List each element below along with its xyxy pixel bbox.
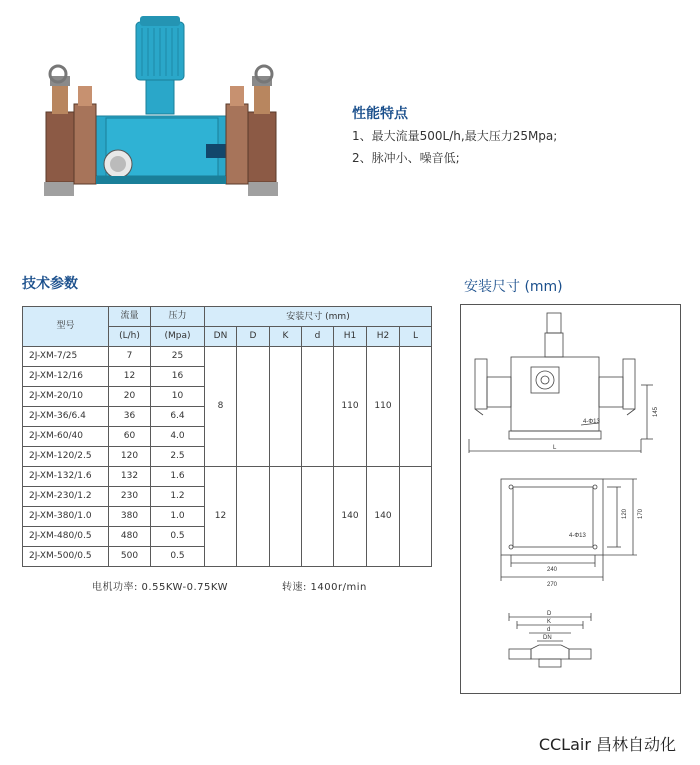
dim-label-240: 240 xyxy=(547,567,558,573)
header-h2: H2 xyxy=(367,327,400,347)
cell-pressure: 0.5 xyxy=(151,527,205,547)
cell-pressure: 1.0 xyxy=(151,507,205,527)
pump-image xyxy=(36,14,296,214)
cell-flow: 36 xyxy=(109,407,151,427)
cell-model: 2J-XM-132/1.6 xyxy=(23,467,109,487)
cell-d-small-group2 xyxy=(302,467,334,567)
cell-model: 2J-XM-380/1.0 xyxy=(23,507,109,527)
cell-flow: 120 xyxy=(109,447,151,467)
cell-pressure: 6.4 xyxy=(151,407,205,427)
cell-flow: 480 xyxy=(109,527,151,547)
cell-model: 2J-XM-20/10 xyxy=(23,387,109,407)
hole-label-2: 4-Φ13 xyxy=(569,533,586,539)
cell-flow: 60 xyxy=(109,427,151,447)
header-model: 型号 xyxy=(23,307,109,347)
cell-pressure: 4.0 xyxy=(151,427,205,447)
cell-h1-group2: 140 xyxy=(334,467,367,567)
cell-model: 2J-XM-500/0.5 xyxy=(23,547,109,567)
install-title: 安装尺寸 (mm) xyxy=(464,279,563,295)
cell-pressure: 1.2 xyxy=(151,487,205,507)
cell-h2-group2: 140 xyxy=(367,467,400,567)
dim-label-145: 145 xyxy=(653,406,659,417)
cell-model: 2J-XM-7/25 xyxy=(23,347,109,367)
cell-l-group1 xyxy=(400,347,432,467)
header-pressure: 压力 xyxy=(151,307,205,327)
speed-note: 转速: 1400r/min xyxy=(282,582,367,593)
feature-item-2: 2、脉冲小、噪音低; xyxy=(352,151,460,165)
cell-flow: 7 xyxy=(109,347,151,367)
install-diagram xyxy=(461,305,679,692)
cell-h2-group1: 110 xyxy=(367,347,400,467)
dim-label-170: 170 xyxy=(638,508,644,519)
header-k: K xyxy=(270,327,302,347)
cell-pressure: 16 xyxy=(151,367,205,387)
cell-flow: 12 xyxy=(109,367,151,387)
cell-d-small-group1 xyxy=(302,347,334,467)
dim-label-l: L xyxy=(553,445,557,451)
header-h1: H1 xyxy=(334,327,367,347)
cell-flow: 20 xyxy=(109,387,151,407)
front-view xyxy=(469,313,653,453)
dim-label-DN: DN xyxy=(543,635,552,641)
cell-flow: 380 xyxy=(109,507,151,527)
header-d-small: d xyxy=(302,327,334,347)
cell-model: 2J-XM-120/2.5 xyxy=(23,447,109,467)
spec-title: 技术参数 xyxy=(22,276,78,292)
dim-label-d: d xyxy=(547,627,551,633)
header-pressure-unit: (Mpa) xyxy=(151,327,205,347)
cell-model: 2J-XM-480/0.5 xyxy=(23,527,109,547)
cell-model: 2J-XM-60/40 xyxy=(23,427,109,447)
dim-label-270: 270 xyxy=(547,582,558,588)
table-row xyxy=(23,347,432,367)
cell-pressure: 10 xyxy=(151,387,205,407)
header-flow-unit: (L/h) xyxy=(109,327,151,347)
cell-d-big-group2 xyxy=(237,467,270,567)
header-dn: DN xyxy=(205,327,237,347)
cell-flow: 230 xyxy=(109,487,151,507)
cell-flow: 500 xyxy=(109,547,151,567)
cell-k-group1 xyxy=(270,347,302,467)
dim-label-K: K xyxy=(547,619,552,625)
cell-model: 2J-XM-36/6.4 xyxy=(23,407,109,427)
header-l: L xyxy=(400,327,432,347)
cell-pressure: 25 xyxy=(151,347,205,367)
cell-dn-group1: 8 xyxy=(205,347,237,467)
header-dims: 安装尺寸 (mm) xyxy=(205,307,432,327)
cell-dn-group2: 12 xyxy=(205,467,237,567)
brand-label: CCLair 昌林自动化 xyxy=(538,735,676,754)
cell-model: 2J-XM-12/16 xyxy=(23,367,109,387)
cell-l-group2 xyxy=(400,467,432,567)
feature-item-1: 1、最大流量500L/h,最大压力25Mpa; xyxy=(352,129,558,143)
hole-label-1: 4-Φ13 xyxy=(583,419,600,425)
cell-pressure: 0.5 xyxy=(151,547,205,567)
cell-h1-group1: 110 xyxy=(334,347,367,467)
dim-label-120: 120 xyxy=(622,508,628,519)
cell-pressure: 2.5 xyxy=(151,447,205,467)
table-row xyxy=(23,467,432,487)
cell-k-group2 xyxy=(270,467,302,567)
header-d-big: D xyxy=(237,327,270,347)
features-title: 性能特点 xyxy=(352,106,408,122)
cell-pressure: 1.6 xyxy=(151,467,205,487)
header-flow: 流量 xyxy=(109,307,151,327)
cell-d-big-group1 xyxy=(237,347,270,467)
top-view xyxy=(501,479,637,581)
motor-power-note: 电机功率: 0.55KW-0.75KW xyxy=(92,582,228,593)
spec-table xyxy=(22,306,432,567)
dim-label-D: D xyxy=(547,611,552,617)
cell-flow: 132 xyxy=(109,467,151,487)
cell-model: 2J-XM-230/1.2 xyxy=(23,487,109,507)
